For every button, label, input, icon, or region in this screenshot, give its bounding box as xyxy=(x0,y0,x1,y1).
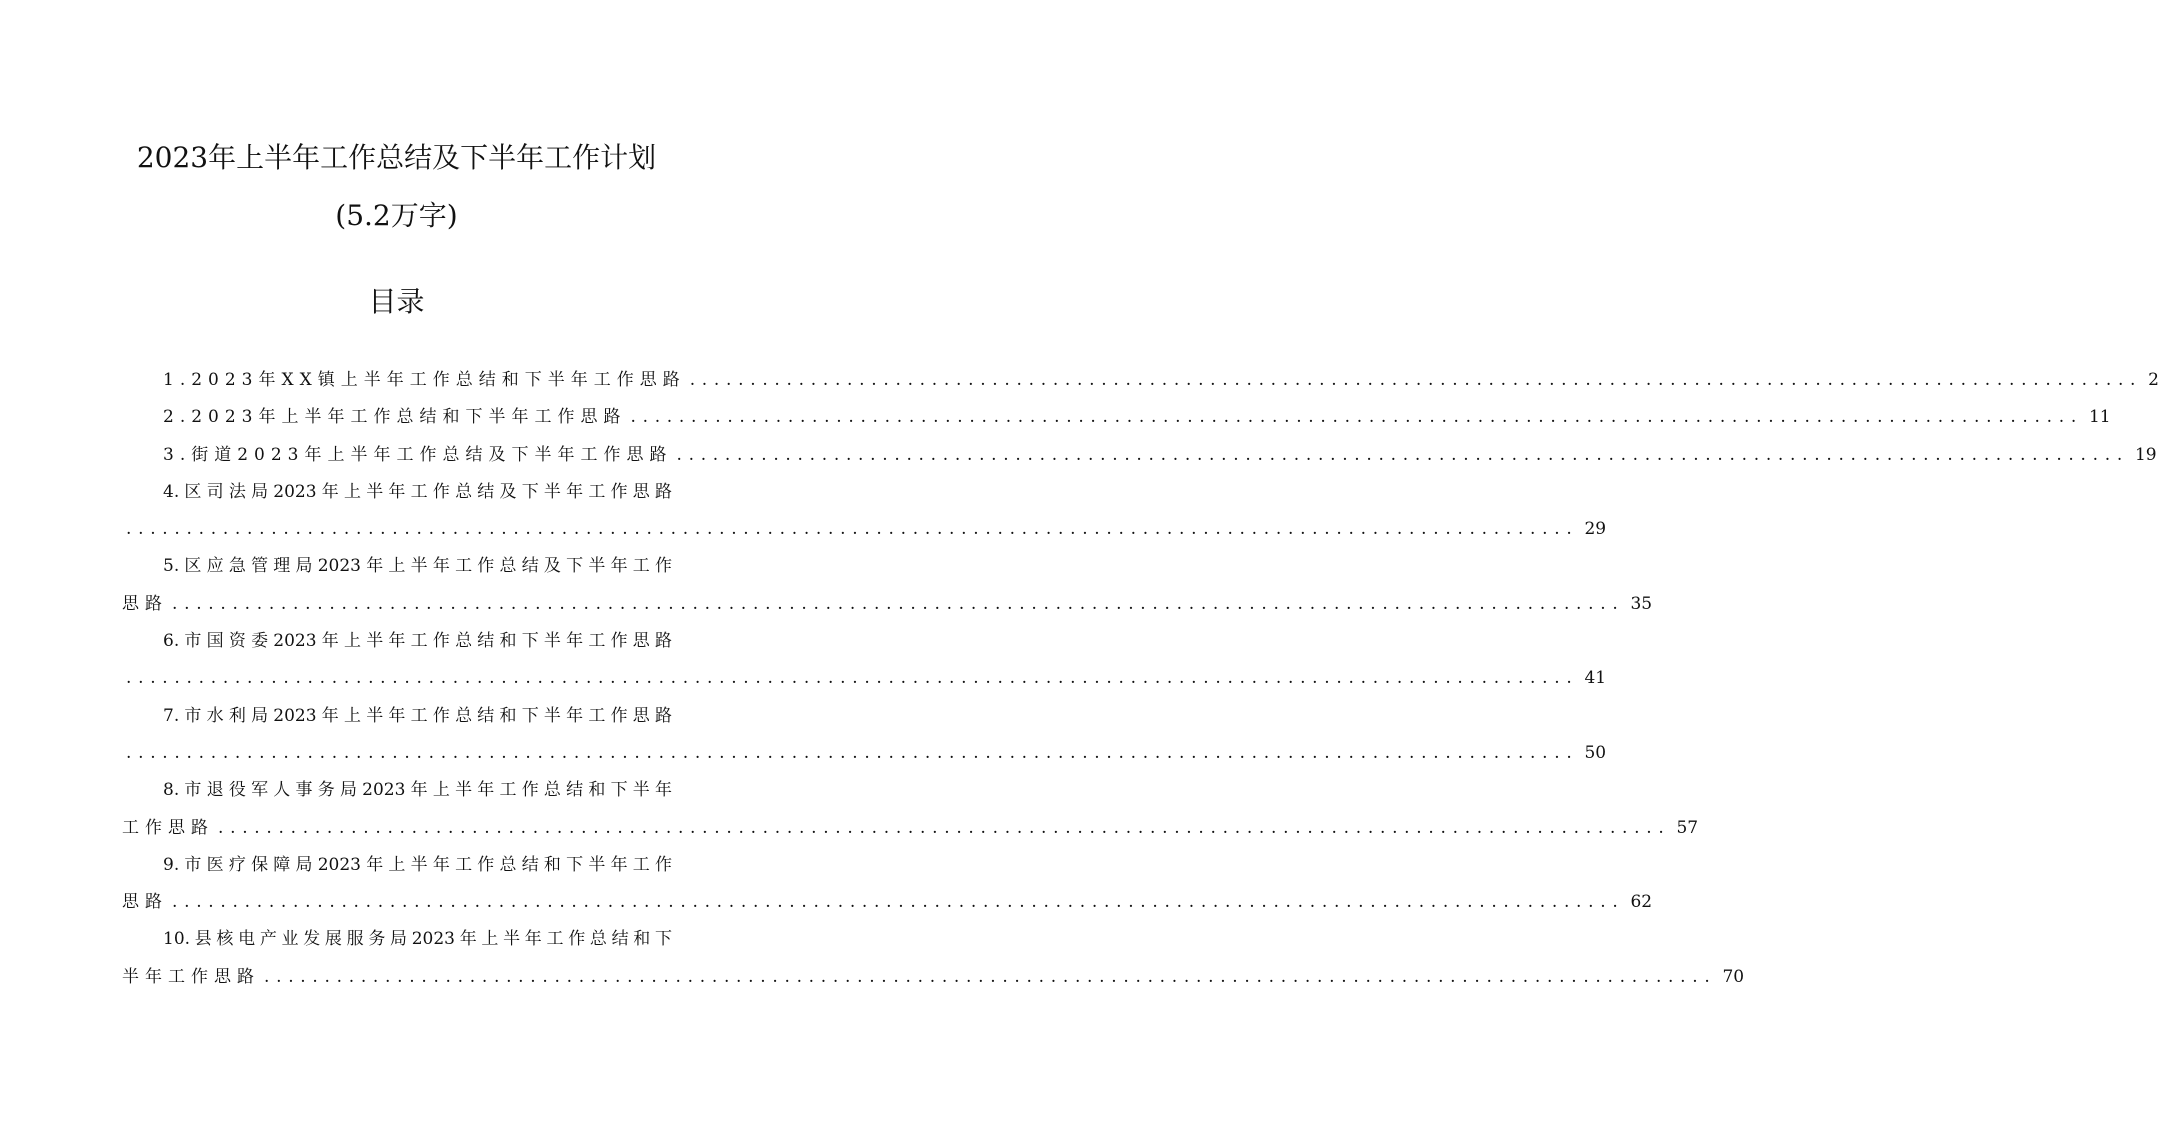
toc-entry[interactable] xyxy=(122,921,1745,996)
toc-entry-title: 7.市水利局2023年上半年工作总结和下半年工作思路 xyxy=(163,705,672,726)
toc-entry-title: 5.区应急管理局2023年上半年工作总结及下半年工作 xyxy=(163,556,672,577)
table-of-contents xyxy=(122,362,2159,996)
dot-leader: ........................................................................................................................ xyxy=(126,742,1579,763)
toc-entry-title: 6.市国资委2023年上半年工作总结和下半年工作思路 xyxy=(163,631,672,652)
toc-entry[interactable] xyxy=(122,362,2159,399)
dot-leader: ........................................................................................................................ xyxy=(676,444,2129,465)
document-title: 2023年上半年工作总结及下半年工作计划 xyxy=(136,141,657,174)
toc-entry[interactable] xyxy=(122,474,1607,549)
toc-entry-title: 半年工作思路 xyxy=(122,966,260,987)
toc-entry-title: 2.2023年上半年工作总结和下半年工作思路 xyxy=(163,407,627,428)
dot-leader: ........................................................................................................................ xyxy=(630,407,2083,428)
toc-entry-page: 35 xyxy=(1630,593,1653,614)
toc-entry-title: 思路 xyxy=(122,892,168,913)
toc-entry-title: 1.2023年XX镇上半年工作总结和下半年工作思路 xyxy=(163,370,686,390)
toc-entry-title: 工作思路 xyxy=(122,817,214,838)
toc-entry-page: 11 xyxy=(2088,407,2111,428)
toc-entry[interactable] xyxy=(122,548,1653,623)
toc-entry-title: 8.市退役军人事务局2023年上半年工作总结和下半年 xyxy=(163,780,672,801)
dot-leader: ........................................................................................................................ xyxy=(264,966,1717,987)
dot-leader: ........................................................................................................................ xyxy=(126,668,1579,689)
document-subtitle: (5.2万字) xyxy=(335,199,458,232)
toc-entry-page: 50 xyxy=(1584,742,1607,763)
toc-entry-page: 2 xyxy=(2148,370,2159,390)
dot-leader: ........................................................................................................................ xyxy=(218,817,1671,838)
toc-entry[interactable] xyxy=(122,437,2157,474)
toc-entry[interactable] xyxy=(122,772,1699,847)
toc-entry-page: 57 xyxy=(1676,817,1699,838)
dot-leader: ........................................................................................................................ xyxy=(126,519,1579,540)
toc-entry[interactable] xyxy=(122,698,1607,773)
toc-entry-title: 10.县核电产业发展服务局2023年上半年工作总结和下 xyxy=(163,929,672,950)
toc-entry-title: 9.市医疗保障局2023年上半年工作总结和下半年工作 xyxy=(163,854,672,875)
toc-entry-page: 19 xyxy=(2134,444,2157,465)
toc-entry[interactable] xyxy=(122,847,1653,922)
toc-entry-page: 29 xyxy=(1584,519,1607,540)
toc-entry-page: 62 xyxy=(1630,892,1653,913)
dot-leader: ........................................................................................................................ xyxy=(172,892,1625,913)
toc-entry-title: 思路 xyxy=(122,593,168,614)
toc-entry-page: 70 xyxy=(1722,966,1745,987)
dot-leader: ........................................................................................................................ xyxy=(172,593,1625,614)
toc-entry-page: 41 xyxy=(1584,668,1607,689)
toc-entry-title: 4.区司法局2023年上半年工作总结及下半年工作思路 xyxy=(163,481,672,502)
toc-entry[interactable] xyxy=(122,399,2111,436)
toc-entry[interactable] xyxy=(122,623,1607,698)
toc-entry-title: 3.街道2023年上半年工作总结及下半年工作思路 xyxy=(163,444,673,465)
toc-heading: 目录 xyxy=(368,285,425,318)
dot-leader: ........................................................................................................................ xyxy=(689,370,2143,390)
